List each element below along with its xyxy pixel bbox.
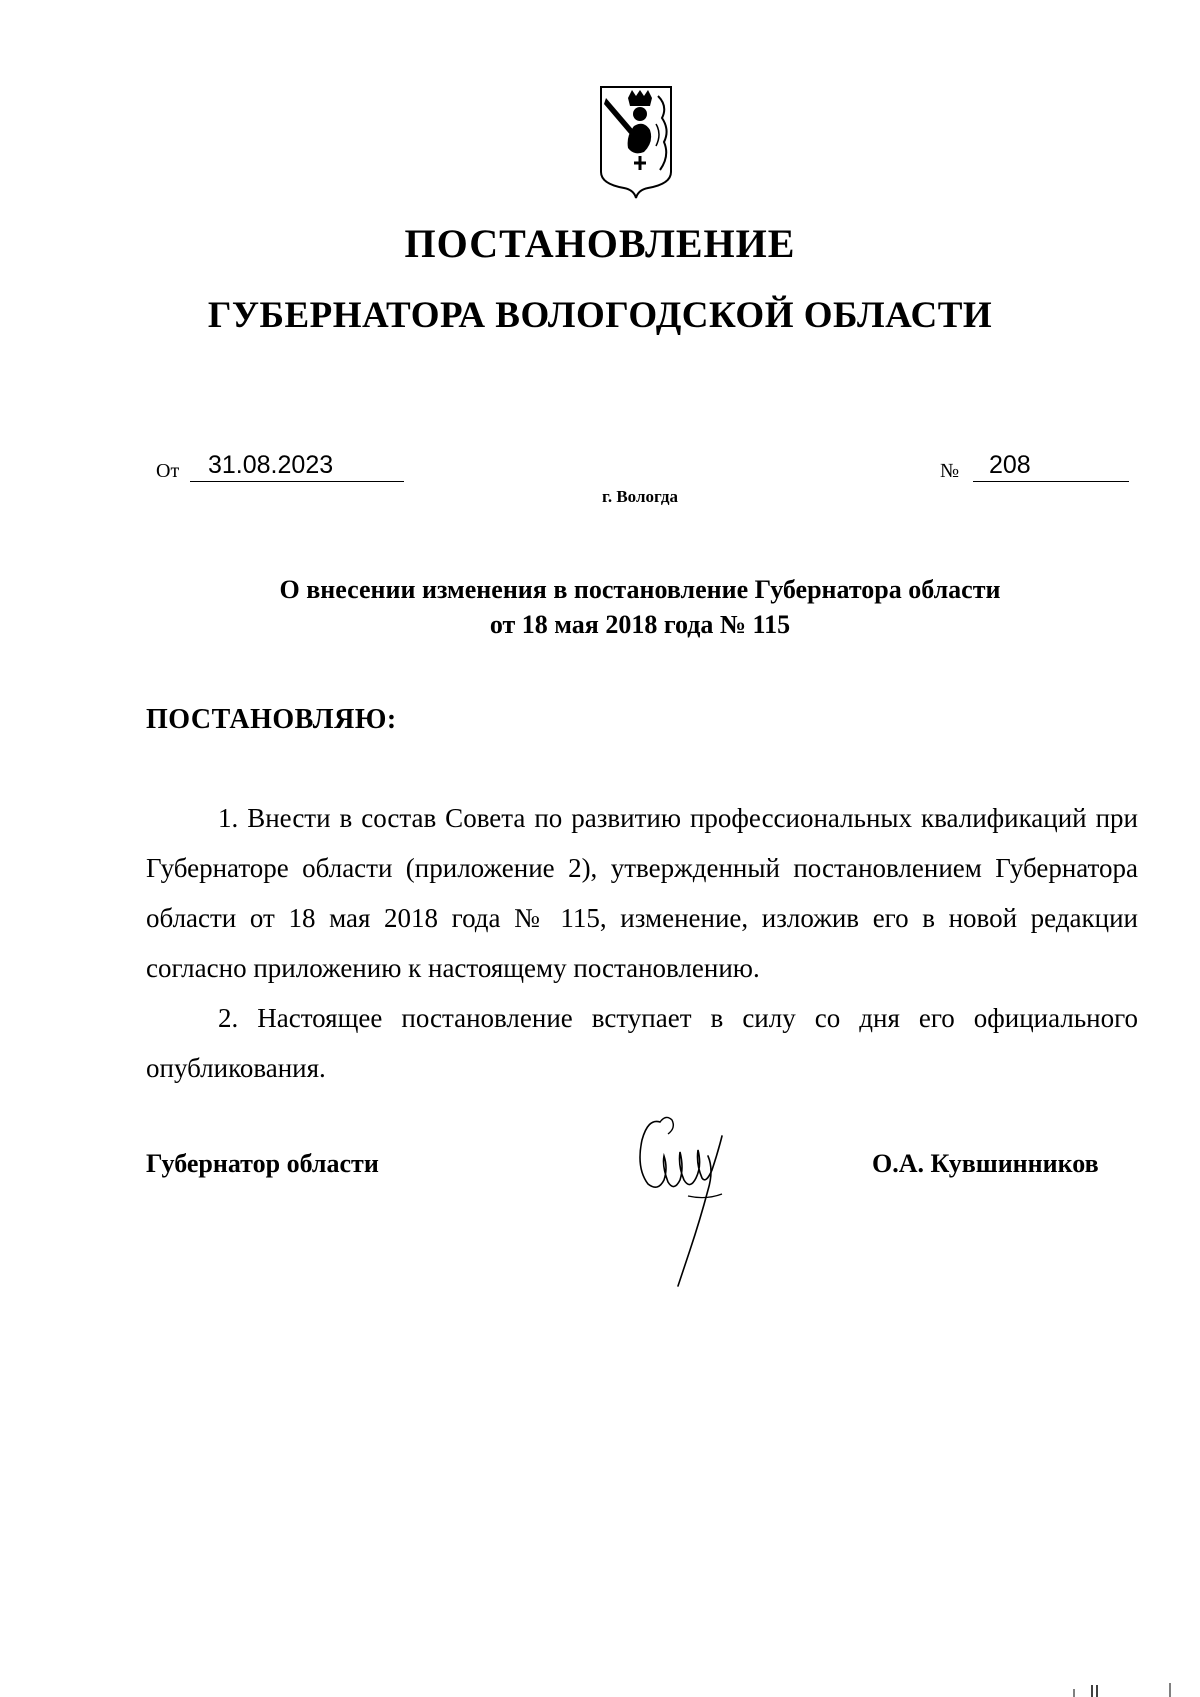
number-field <box>973 449 1129 482</box>
scan-edge-marks <box>1066 1683 1176 1697</box>
number-label: № <box>940 460 960 482</box>
document-title <box>0 572 1200 642</box>
paragraph-2: 2. Настоящее постановление вступает в силу со дня его официального опубликования. <box>146 1003 1138 1083</box>
title-line-2: от 18 мая 2018 года № 115 <box>489 610 791 639</box>
city-label: г. Вологда <box>602 487 678 506</box>
number-value: 208 <box>989 451 1031 479</box>
date-field <box>190 449 404 482</box>
title-line-1: О внесении изменения в постановление Губернатора области <box>279 575 1001 604</box>
signatory-position: Губернатор области <box>146 1149 379 1178</box>
document-type: ПОСТАНОВЛЕНИЕ <box>404 221 796 266</box>
issuing-authority: ГУБЕРНАТОРА ВОЛОГОДСКОЙ ОБЛАСТИ <box>207 295 993 336</box>
date-value: 31.08.2023 <box>208 451 334 479</box>
date-label: От <box>156 460 180 482</box>
handwritten-signature-icon <box>618 1100 748 1290</box>
body-text <box>146 793 1138 1093</box>
signatory-name: О.А. Кувшинников <box>872 1149 1099 1178</box>
vologda-coat-of-arms-icon <box>598 84 674 200</box>
resolve-heading: ПОСТАНОВЛЯЮ: <box>146 704 397 735</box>
paragraph-1: 1. Внести в состав Совета по развитию профессиональных квалификаций при Губернаторе области (приложение 2), утвержденный постановлением Губернатора области от 18 мая 2018 года № 115, изменение, изложив его в новой редакции согласно приложению к настоящему постановлению. <box>146 803 1138 983</box>
